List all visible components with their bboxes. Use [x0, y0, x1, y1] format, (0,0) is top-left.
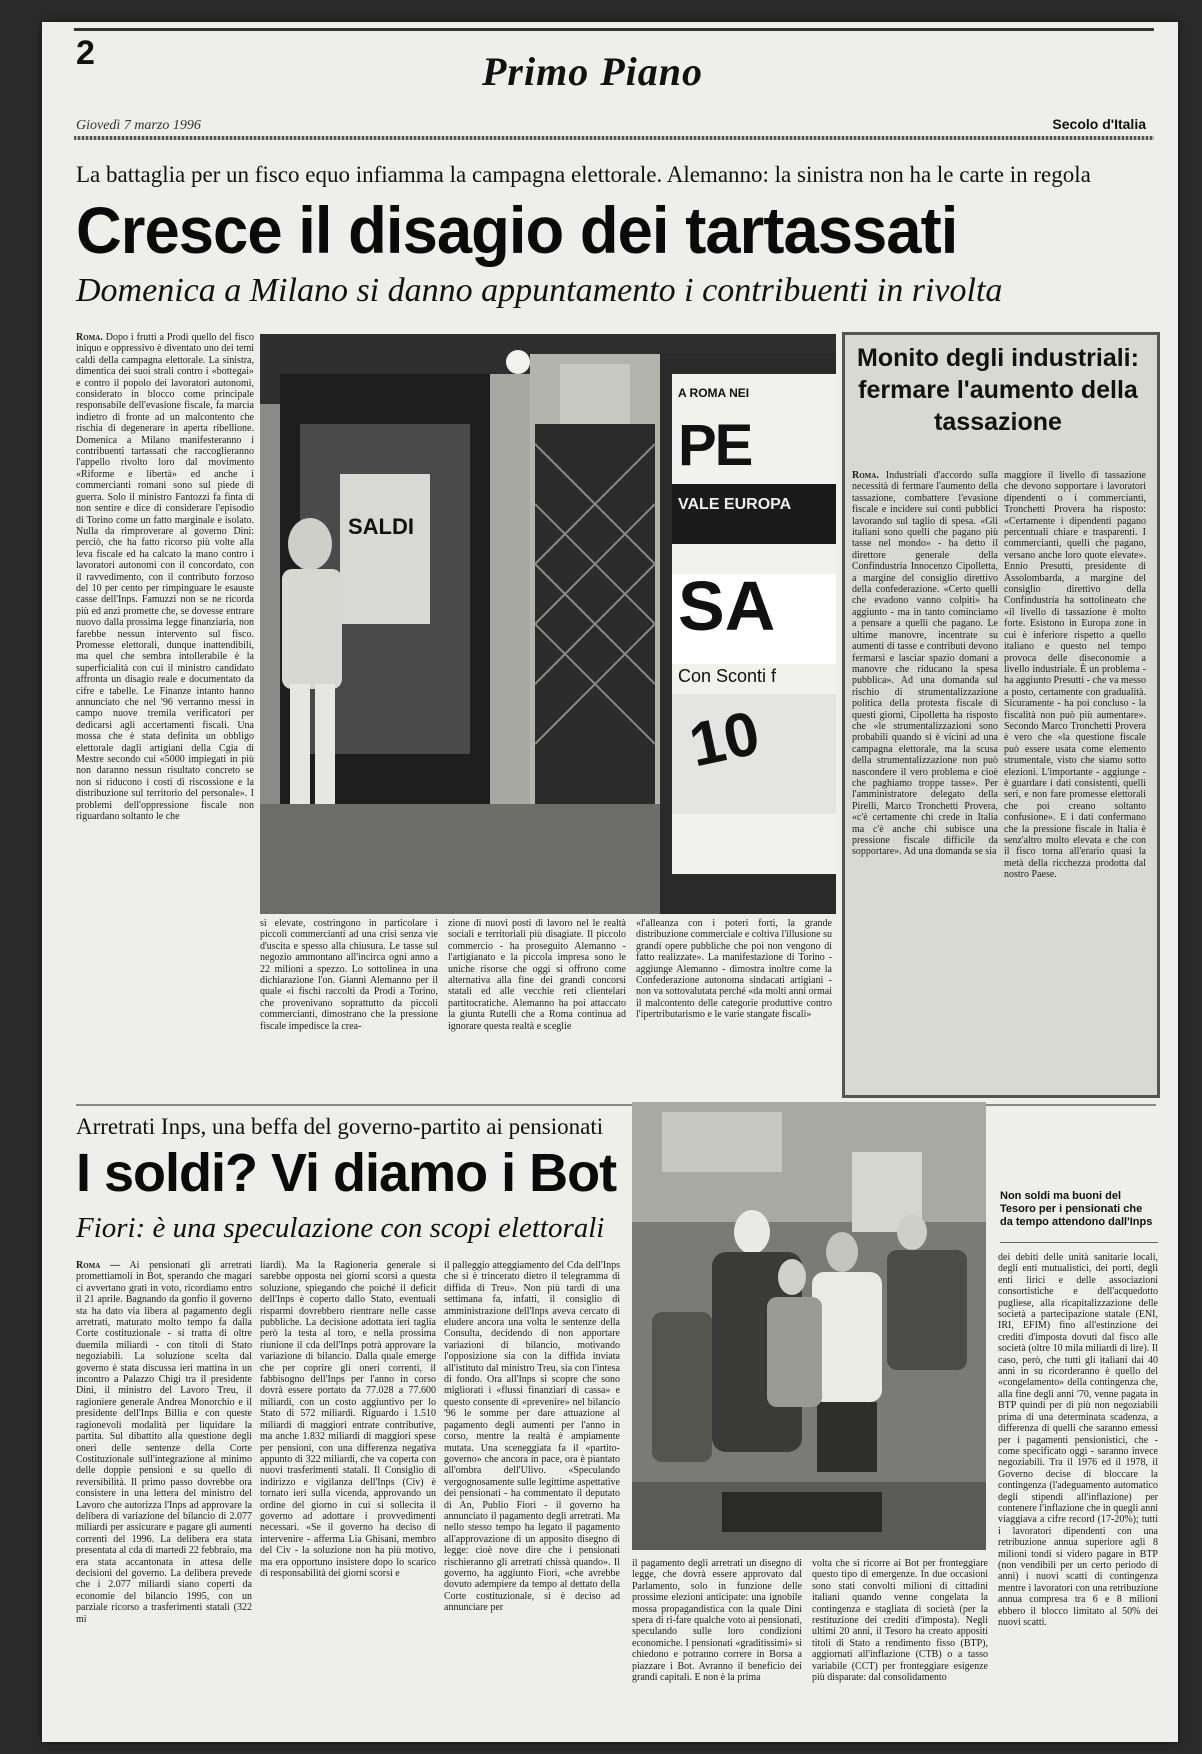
article1-col1-text: Dopo i frutti a Prodi quello del fisco iniquo e oppressivo è diventato uno dei temi caldi della campagna elettorale. La sinistra, dimentica dei suoi strali contro i «bottegai» e contro il popolo dei lavoratori autonomi, considerato in blocco come principale responsabile dell'evasione fiscale, fa marcia indietro di fronte ad un malcontento che rischia di degenerare in aperta ribellione. Domenica a Milano manifesteranno i contribuenti tartassati che raccoglieranno l'appello rivolto loro dal movimento «Riforme e libertà» ed anche i commercianti romani sono sul piede di guerra. Solo il ministro Fantozzi fa finta di non sentire e dice di considerare l'episodio di Torino come un fatto marginale e isolato. Nulla da rimproverare al governo Dini: perciò, che ha fatto ricorso più volte alla leva fiscale ed ha calcato la mano contro i lavoratori autonomi con il concordato, con il ravvedimento, con il contributo forzoso del 10 per cento per rimpinguare le esauste casse dell'Inps. Famuzzi non se ne ricorda più ed anzi promette che, se dovesse entrare nuovo dalla prossima legge finanziaria, non farebbe nessun intervento sul fisco. Promesse elettorali, dunque inattendibili, ma quel che sembra intollerabile è la superficialità con cui il ministro candidato affronta un disagio reale e documentato da cifre e tabelle. Le Finanze intanto hanno annunciato che nel '96 verranno messi in campo nuove tremila verificatori per dedicarsi agli accertamenti fiscali. Una mossa che è stata definita un obbligo elettorale dagli artigiani della Cgia di Mestre secondo cui «5000 impiegati in più non daranno nessun risultato concreto se non si riducono i costi di riscossione e la distribuzione sul territorio del personale». I problemi dell'oppressione fiscale non riguardano soltanto le che — [76, 332, 254, 823]
window-sign-saldi: SALDI — [348, 514, 414, 539]
sign-saldi: SA — [678, 567, 776, 645]
masthead: Secolo d'Italia — [1052, 116, 1146, 132]
sign-sconti: Con Sconti f — [678, 666, 777, 686]
photo-caption: Non soldi ma buoni del Tesoro per i pensionati che da tempo attendono dall'Inps — [1000, 1190, 1153, 1228]
article2-kicker: Arretrati Inps, una beffa del governo-partito ai pensionati — [76, 1114, 604, 1139]
article1-column-3: zione di nuovi posti di lavoro nel le realtà sociali e territoriali più disagiate. Il piccolo commercio - ha proseguito Alemanno - l'artigianato e la piccola impresa sono le uniche risorse che oggi si offrono come alternativa alla fine dei grandi concorsi statali ed alle vecchie reti clientelari partitocratiche. Alemanno ha poi attaccato la giunta Rutelli che a Roma continua ad ignorare questa realtà e sceglie — [448, 918, 626, 1032]
sidebar-col1-text: Industriali d'accordo sulla necessità di fermare l'aumento della tassazione, combattere l'evasione fiscale e incidere sui conti pubblici lavorando sul taglio di spesa. «Gli italiani sono quelli che pagano più tasse nel mondo» - ha detto il direttore generale della Confindustria Innocenzo Cipolletta, a margine del consiglio direttivo della confederazione. «Certo quelli che evadono vanno colpiti» ha aggiunto - ma in tanto cominciamo a pensare a quelli che pagano. Le ultime manovre, incentrate su aumenti di tasse e contributi devono fermarsi e lasciar spazio domani a manovre che riducano la spesa pubblica». Ad una domanda sul rischio di strumentalizzazione politica della protesta fiscale di questi giorni, Cipolletta ha risposto che «le strumentalizzazioni sono probabili quando si è vicini ad una campagna elettorale, ma la scusa della strumentalizzazione non può nascondere il vero problema e cioè che paghiamo troppe tasse». Per l'amministratore delegato della Pirelli, Marco Tronchetti Provera, «c'è certamente chi crede in Italia ma c'è anche chi subisce una pressione fiscale difficile da sopportare». Ad una domanda se sia — [852, 470, 998, 858]
article1-place: Roma. — [76, 332, 103, 343]
article1-column-1 — [76, 332, 254, 1096]
caption-rule — [1000, 1242, 1158, 1243]
pensioners-photo-graphic — [632, 1102, 986, 1550]
article1-subhead: Domenica a Milano si danno appuntamento i contribuenti in rivolta — [76, 272, 1003, 309]
sign-sub: VALE EUROPA — [678, 496, 792, 513]
article1-headline: Cresce il disagio dei tartassati — [76, 193, 958, 267]
photo-shop-entrance — [260, 334, 836, 914]
article2-headline: I soldi? Vi diamo i Bot — [76, 1143, 617, 1203]
sign-top: A ROMA NEI — [678, 386, 750, 400]
section-title: Primo Piano — [482, 49, 704, 94]
sidebar-column-1 — [852, 470, 998, 1082]
article1-column-4: «l'alleanza con i poteri forti, la grande distribuzione commerciale e coltiva l'illusione su grandi opere pubbliche che poi non vengono di fatto realizzate». La manifestazione di Torino - aggiunge Alemanno - dimostra inoltre come la Confederazione autonoma sindacati artigiani - non va sottovalutata perché «da molti anni ormai il malcontento delle categorie produttive contro l'ipertributarismo e le varie stangate fiscali» — [636, 918, 832, 1021]
article2-column-4: il pagamento degli arretrati un disegno di legge, che dovrà essere approvato dal Parlamento, solo in funzione delle prossime elezioni anticipate: una ignobile mossa propagandistica con la quale Dini spera di ri-fare qualche voto ai pensionati, speculando sulle loro condizioni economiche. I pensionati «graditissimi» si chiedono e potranno correre in Borsa a piazzare i Bot. Avranno il beneficio dei grandi capitali. E non è la prima — [632, 1558, 802, 1684]
sidebar-column-2: maggiore il livello di tassazione che devono sopportare i lavoratori dipendenti o i commercianti, Tronchetti Provera ha risposto: «Certamente i dipendenti pagano percentuali chiare e trasparenti. I commercianti, quelli che pagano, versano anche loro quote elevate». Ennio Presutti, presidente di Assolombarda, a margine del consiglio direttivo della Confindustria ha sottolineato che «il livello di tassazione è molto forte. Esistono in Europa zone in cui è inferiore rispetto a quello italiano e questo nel tempo provoca delle diseconomie a livello industriale. È un problema - ha aggiunto Presutti - che va messo a posto, certamente con gradualità. Sicuramente - ha poi concluso - la fiscalità non può più aumentare». Secondo Marco Tronchetti Provera è vero che «la questione fiscale può essere usata come elemento strumentale, visto che siamo sotto elezioni. L'importante - aggiunge - è guardare i dati consistenti, quelli seri, e non fare promesse elettorali che poi creano soltanto confusione». E i dati confermano che la pressione fiscale in Italia è senz'altro molto elevata e che con il fisco torna all'erario quasi la metà della ricchezza prodotta dal nostro Paese. — [1004, 470, 1146, 881]
article2-col1-text: Ai pensionati gli arretrati promettiamoli in Bot, sperando che magari ci avvertano grati in voto, ricordiamo entro il 21 aprile. Bagnando da gonfio il governo sta ha dato via libera al pagamento degli arretrati, maturato molto tempo fa dalla Corte costituzionale - si tratta di oltre duemila miliardi - con titoli di Stato negoziabili. La soluzione scelta dal governo è stata discussa ieri mattina in un incontro a Palazzo Chigi tra il presidente Dini, il ministro del Lavoro Treu, il ragioniere generale Andrea Monorchio e il presidente dell'Inps Billia e con queste ragionevoli modalità per liquidare la partita. Sul dibattito alla questione degli oneri delle sentenze della Corte Costituzionale sull'integrazione al minimo delle doppie pensioni e su quello di reversibilità. Il primo passo dovrebbe ora consistere in una lettera del ministro del Lavoro che autorizza l'Inps ad approvare la delibera di variazione del bilancio di 2.077 miliardi per assicurare e pagare gli aumenti correnti del 1996. La delibera era stata presentata al cda di martedì 22 febbraio, ma era stata accantonata in attesa delle decisioni del governo. La delibera prevede che i 2.077 miliardi siano coperti da economie del bilancio 1995, con un parziale ricorso a trasferimenti statali (322 mi — [76, 1260, 252, 1625]
article2-column-2: liardi). Ma la Ragioneria generale si sarebbe opposta nei giorni scorsi a questa soluzione, spiegando che poiché il deficit dell'Inps è coperto dallo Stato, eventuali risparmi dovrebbero rientrare nelle casse pubbliche. La decisione adottata ieri taglia però la testa al toro, e nella prossima riunione il cda dell'Inps potrà approvare la variazione di bilancio. Dalla quale emerge che per coprire gli oneri correnti, il fabbisogno dell'Inps per l'anno in corso dovrà essere portato da 77.028 a 77.600 miliardi, con un costo aggiuntivo per lo Stato di 572 miliardi. Riguardo i 1.510 miliardi di maggiori entrate contributive, ma anche 1.832 miliardi di maggiori spese per pensioni, con una differenza negativa appunto di 322 miliardi, che va coperta con nuovi trasferimenti statali. Il Consiglio di indirizzo e vigilanza dell'Inps (Civ) è tornato ieri sulla vicenda, approvando un ordine del giorno in cui si sollecita il governo ad adottare i provvedimenti necessari. «Se il governo ha deciso di intervenire - afferma Lia Ghisani, membro del Civ - la soluzione non ha più motivo, ma era opportuno insistere dopo lo scarico di responsabilità dei giorni scorsi e — [260, 1260, 436, 1579]
page-number: 2 — [76, 34, 95, 72]
article2-column-3: il palleggio atteggiamento del Cda dell'Inps che si è trincerato dietro il telegramma di diffida di Treu». Non più tardi di una settimana fa, infatti, il consiglio di amministrazione dell'Inps aveva cercato di eludere ancora una volta le sentenze della Consulta, decidendo di non apportare variazioni di bilancio, motivando l'opposizione sia con la diffida inviata all'istituto dal ministro Treu, sia con l'intesa di fondo. Ora all'Inps si scopre che sono migliorati i «flussi finanziari di cassa» e questo consente di «prevenire» nel bilancio '96 le somme per dare attuazione al pagamento degli aumenti per l'anno in corso, mentre la realtà è ampiamente mutata. Una sceneggiata fa il «partito-governo» che ancora in pace, ora è piantato all'ombra dell'Ulivo. «Speculando vergognosamente sulle legittime aspettative dei pensionati - ha commentato il deputato di An, Publio Fiori - il governo ha annunciato il pagamento degli arretrati. Ma nello stesso tempo ha legato il pagamento all'approvazione di un apposito disegno di legge: cioè nove dire che i pensionati rischieranno gli arretrati chissà quando». Il governo, ha aggiunto Fiori, «che avrebbe dovuto adempiere da tempo al dettato della Corte costituzionale, si è deciso ad annunciare per — [444, 1260, 620, 1614]
sidebar-place: Roma. — [852, 470, 879, 481]
article2-column-5: volta che si ricorre ai Bot per fronteggiare questo tipo di emergenze. In due occasioni sono stati convolti milioni di cittadini italiani quando venne congelata la contingenza e stagliata di società (per la restituzione dei crediti d'imposta). Negli ultimi 20 anni, il Tesoro ha creato appositi titoli di Stato a rendimento fisso (BTP), aggiornati all'inflazione (CTB) o a tasso variabile (CCT) per fronteggiare esigenze più disparate: dal consolidamento — [812, 1558, 988, 1684]
top-rule — [74, 28, 1154, 31]
dateline: Giovedì 7 marzo 1996 — [76, 118, 201, 133]
article2-column-1 — [76, 1260, 252, 1736]
article2-column-6: dei debiti delle unità sanitarie locali, degli enti mutualistici, dei porti, degli enti lirici e delle associazioni consortistiche e dell'acquedotto pugliese, alla ricapitalizzazione delle società a partecipazione statale (ENI, IRI, EFIM) fino all'estinzione dei crediti d'imposta dovuti dal fisco alle società (oltre 10 mila miliardi di lire). Il caso, però, che tutti gli italiani dai 40 anni in su ricorderanno è quello del «congelamento» della contingenza che, alla fine degli anni '70, venne pagata in BTP quindi per di più non negoziabili prima di una determinata scadenza, a differenza di quelli che saranno emessi per i pagamenti pensionistici, che - come specificato oggi - saranno invece negoziabili. Tra il 1976 ed il 1978, il Governo decise di bloccare la contingenza (l'adeguamento automatico degli stipendi all'inflazione) per contenere l'inflazione che in quegli anni viaggiava a cifre record (17-20%); tutti i lavoratori dipendenti con una retribuzione annua superiore agli 8 milioni tondi si videro pagare in BTP (non vendibili per un certo periodo di anni) i nuovi scatti di contingenza mentre i lavoratori con una retribuzione annua compresa tra 6 e 8 milioni ebbero il blocco limitato al 50% dei nuovi scatti. — [998, 1252, 1158, 1628]
article1-column-2: si elevate, costringono in particolare i piccoli commercianti ad una crisi senza vie d'uscita e spesso alla chiusura. Le tasse sul negozio ammontano all'incirca ogni anno a 22 milioni a spezzo. Lo sottolinea in una dichiarazione l'on. Gianni Alemanno per il quale «i fischi raccolti da Prodi a Torino, che provenivano soprattutto da piccoli commercianti, dimostrano che la pressione fiscale impedisce la crea- — [260, 918, 438, 1032]
article2-place: Roma — — [76, 1260, 121, 1271]
photo-pensioners — [632, 1102, 986, 1550]
sidebar-title: Monito degli industriali: fermare l'aumento della tassazione — [857, 344, 1139, 436]
sign-number: 10 — [683, 698, 766, 781]
article1-kicker: La battaglia per un fisco equo infiamma la campagna elettorale. Alemanno: la sinistra non ha le carte in regola — [76, 162, 1091, 187]
sign-brand: PE — [678, 413, 752, 478]
newspaper-page — [42, 22, 1178, 1742]
dateline-rule — [74, 136, 1154, 140]
section-divider — [76, 1104, 1156, 1106]
article2-subhead: Fiori: è una speculazione con scopi elettorali — [76, 1212, 605, 1244]
